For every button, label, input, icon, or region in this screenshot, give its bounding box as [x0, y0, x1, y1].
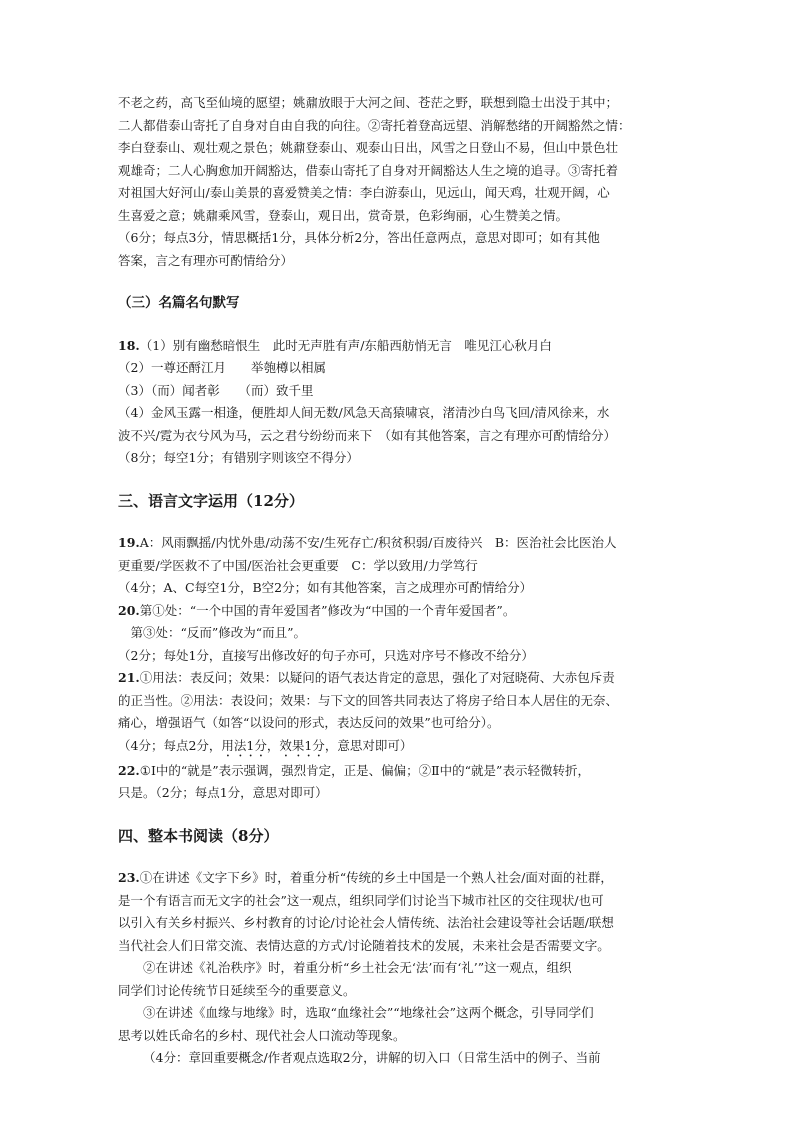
scoring-note: （4分：章回重要概念/作者观点选取2分，讲解的切入口（日常生活中的例子、当前: [143, 1050, 601, 1065]
question-number: 22.: [118, 762, 140, 778]
text-line: 生喜爱之意；姚鼐乘风雪，登泰山，观日出，赏奇景，色彩绚丽，心生赞美之情。: [118, 207, 569, 223]
question-number: 20.: [118, 602, 140, 618]
text-line: 是一个有语言而无文字的社会”这一观点，组织同学们讨论当下城市社区的交往现状/也可: [118, 892, 604, 908]
scoring-note-part: ，意思对即可）: [324, 737, 413, 753]
text-line: A：风雨飘摇/内忧外患/动荡不安/生死存亡/积贫积弱/百废待兴 B：医治社会比医治人: [139, 535, 617, 550]
answer-page: [118, 92, 674, 1070]
text-line: 以引入有关乡村振兴、乡村教育的讨论/讨论社会人情传统、法治社会建设等社会话题/联想: [118, 915, 614, 930]
text-line: ①Ⅰ中的“就是”表示强调，强烈肯定，正是、偏偏；②Ⅱ中的“就是”表示轻微转折，: [139, 762, 590, 778]
text-line: ②在讲述《礼治秩序》时，着重分析“乡土社会无‘法’而有‘礼’”这一观点，组织: [143, 960, 572, 975]
question-number: 19.: [118, 535, 140, 550]
text-line: 痛心，增强语气（如答“以设问的形式，表达反问的效果”也可给分）。: [118, 715, 500, 730]
question-number: 23.: [118, 870, 140, 885]
text-line: 同学们讨论传统节日延续至今的重要意义。: [118, 982, 356, 998]
text-line: ③在讲述《血缘与地缘》时，选取“血缘社会”“地缘社会”这两个概念，引导同学们: [143, 1005, 594, 1020]
question-number: 18.: [118, 337, 140, 353]
text-line: 第①处：“一个中国的青年爱国者”修改为“中国的一个青年爱国者”。: [139, 602, 516, 618]
section-subheading: （三）名篇名句默写: [118, 295, 240, 311]
scoring-note: （8分；每空1分；有错别字则该空不得分）: [118, 450, 359, 465]
text-line: （3）（而）闻者彰 （而）致千里: [118, 382, 314, 398]
text-line: 李白登泰山、观壮观之景色；姚鼐登泰山、观泰山日出，风雪之日登山不易，但山中景色壮: [118, 140, 619, 155]
text-line: ①在讲述《文字下乡》时，着重分析“传统的乡土中国是一个熟人社会/面对面的社群，: [139, 870, 613, 885]
text-line: ①用法：表反问；效果：以疑问的语气表达肯定的意思，强化了对冠晓荷、大赤包斥责: [139, 670, 615, 685]
scoring-note: （2分；每处1分，直接写出修改好的句子亦可，只选对序号不修改不给分）: [118, 647, 534, 663]
scoring-note: [118, 735, 674, 760]
question-number: 21.: [118, 670, 140, 685]
text-line: （4）金风玉露一相逢，便胜却人间无数/风急天高猿啸哀，渚清沙白鸟飞回/清风徐来，水: [118, 405, 610, 420]
text-line: 不老之药，高飞至仙境的愿望；姚鼐放眼于大河之间、苍茫之野，联想到隐士出没于其中；: [118, 95, 619, 110]
text-line: 只是。（2分；每点1分，意思对即可）: [118, 785, 328, 800]
q18-answer: [118, 335, 674, 470]
text-line: 思考以姓氏命名的乡村、现代社会人口流动等现象。: [118, 1027, 406, 1043]
scoring-note: 答案，言之有理亦可酌情给分）: [118, 252, 294, 268]
q23-answer: [118, 867, 674, 1070]
q19-answer: [118, 532, 674, 600]
section-heading: 四、整本书阅读（8分）: [118, 826, 279, 845]
emphasized-text: 用法1分，效果1分: [221, 737, 325, 753]
text-line: 当代社会人们日常交流、表情达意的方式/讨论随着技术的发展，未来社会是否需要文字。: [118, 937, 610, 953]
q22-answer: [118, 760, 674, 805]
text-line: 对祖国大好河山/泰山美景的喜爱赞美之情：李白游泰山，见远山，闻天鸡，壮观开阔，心: [118, 185, 610, 200]
text-line: 二人都借泰山寄托了自身对自由自我的向往。②寄托着登高远望、消解愁绪的开阔豁然之情：: [118, 117, 631, 133]
text-line: （1）别有幽愁暗恨生 此时无声胜有声/东船西舫悄无言 唯见江心秋月白: [139, 337, 552, 353]
text-line: 的正当性。②用法：表设问；效果：与下文的回答共同表达了将房子给日本人居住的无奈、: [118, 692, 619, 708]
text-line: 第③处：“反而”修改为“而且”。: [130, 625, 307, 640]
scoring-note: （6分；每点3分，情思概括1分，具体分析2分，答出任意两点，意思对即可；如有其他: [118, 230, 600, 245]
q20-answer: [118, 600, 674, 668]
text-line: 观雄奇；二人心胸愈加开阔豁达，借泰山寄托了自身对开阔豁达人生之境的追寻。③寄托着: [118, 162, 619, 178]
scoring-note-part: （4分；每点2分，: [118, 737, 222, 753]
scoring-note: （4分；A、C每空1分，B空2分；如有其他答案，言之成理亦可酌情给分）: [118, 580, 533, 595]
text-line: （2）一尊还酹江月 举匏樽以相属: [118, 360, 326, 375]
text-line: 波不兴/霓为衣兮风为马，云之君兮纷纷而来下 （如有其他答案，言之有理亦可酌情给分）: [118, 427, 616, 443]
q21-answer: [118, 667, 674, 760]
section-heading: 三、语言文字运用（12分）: [118, 491, 304, 510]
text-line: 更重要/学医救不了中国/医治社会更重要 C：学以致用/力学笃行: [118, 557, 478, 573]
q17-answer-continued: [118, 92, 674, 272]
